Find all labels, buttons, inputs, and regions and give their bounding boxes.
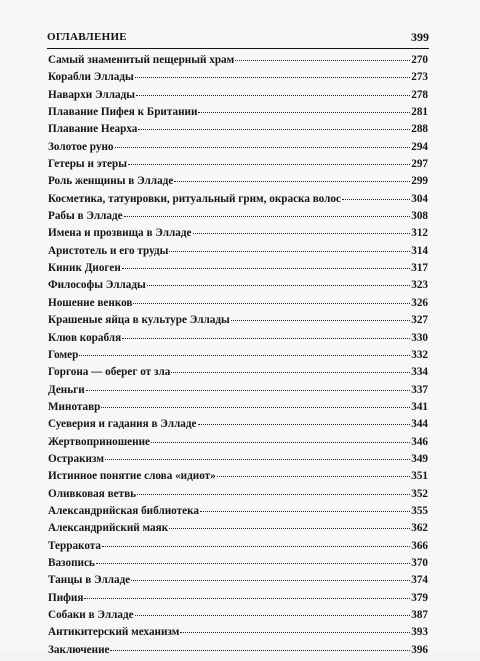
toc-entry-page: 288 [411, 123, 428, 136]
toc-entry [48, 89, 428, 106]
toc-entry-title: Рабы в Элладе [48, 210, 123, 223]
toc-entry-page: 273 [411, 71, 428, 84]
toc-entry [48, 175, 428, 192]
toc-entry [48, 262, 428, 279]
toc-entry-title: Истинное понятие слова «идиот» [48, 470, 216, 483]
toc-entry-page: 366 [411, 539, 428, 552]
toc-entry-title: Антикитерский механизм [48, 626, 180, 639]
dot-leader [151, 442, 410, 443]
toc-entry-page: 314 [411, 244, 428, 257]
toc-entry-title: Имена и прозвища в Элладе [48, 227, 192, 240]
toc-entry [48, 279, 428, 296]
toc-entry-page: 352 [411, 487, 428, 500]
toc-entry [48, 557, 428, 574]
dot-leader [235, 60, 410, 61]
toc-entry [48, 574, 428, 591]
toc-entry [48, 158, 428, 175]
dot-leader [171, 372, 410, 373]
dot-leader [137, 494, 410, 495]
toc-entry [48, 54, 428, 71]
toc-entry-page: 344 [411, 418, 428, 431]
dot-leader [231, 320, 410, 321]
toc-entry-page: 278 [411, 88, 428, 101]
running-header [47, 30, 429, 48]
toc-entry-page: 374 [411, 574, 428, 587]
dot-leader [84, 598, 410, 599]
toc-entry [48, 349, 428, 366]
toc-entry [48, 609, 428, 626]
toc-entry-title: Киник Диоген [48, 262, 121, 275]
dot-leader [122, 338, 410, 339]
toc-entry [48, 141, 428, 158]
dot-leader [147, 285, 410, 286]
dot-leader [169, 251, 410, 252]
dot-leader [133, 303, 410, 304]
dot-leader [198, 112, 410, 113]
toc-entry [48, 123, 428, 140]
toc-entry-title: Горгона — оберег от зла [48, 366, 171, 379]
toc-entry-title: Деньги [48, 383, 85, 396]
toc-entry-title: Гомер [48, 348, 79, 361]
toc-entry-title: Плавание Неарха [48, 123, 138, 136]
toc-entry-title: Александрийская библиотека [48, 504, 199, 517]
toc-entry-page: 317 [411, 262, 428, 275]
dot-leader [79, 355, 410, 356]
toc-entry-page: 387 [411, 609, 428, 621]
dot-leader [122, 268, 410, 269]
toc-entry [48, 401, 428, 418]
dot-leader [217, 476, 410, 477]
toc-entry [48, 106, 428, 123]
toc-entry-page: 281 [411, 106, 428, 119]
toc-entry-page: 351 [411, 470, 428, 483]
toc-entry [48, 245, 428, 262]
dot-leader [96, 563, 410, 564]
toc-entry-page: 349 [411, 452, 428, 465]
toc-entry-page: 323 [411, 279, 428, 292]
toc-entry-page: 332 [411, 348, 428, 361]
toc-entry-title: Жертвоприношение [48, 435, 151, 448]
toc-entry-page: 341 [411, 400, 428, 413]
dot-leader [131, 580, 410, 581]
toc-entry-title: Заключение [48, 643, 110, 656]
toc-entry-page: 270 [411, 54, 428, 66]
toc-entry [48, 418, 428, 435]
toc-entry-title: Плавание Пифея к Британии [48, 106, 198, 119]
dot-leader [138, 129, 410, 130]
toc-entry-title: Роль женщины в Элладе [48, 175, 174, 188]
dot-leader [342, 199, 410, 200]
dot-leader [180, 632, 410, 633]
dot-leader [86, 390, 411, 391]
toc-entry-title: Клюв корабля [48, 331, 122, 344]
toc-entry-page: 396 [411, 643, 428, 656]
toc-entry-page: 299 [411, 175, 428, 188]
toc-entry [48, 470, 428, 487]
toc-entry-title: Косметика, татуировки, ритуальный грим, окраска волос [48, 192, 341, 205]
toc-entry-page: 304 [411, 192, 428, 205]
toc-entry [48, 314, 428, 331]
dot-leader [128, 164, 410, 165]
toc-entry-page: 393 [411, 626, 428, 639]
dot-leader [200, 511, 410, 512]
toc-entry-title: Гетеры и этеры [48, 158, 127, 171]
toc-entry [48, 644, 428, 661]
toc-entry-title: Суеверия и гадания в Элладе [48, 418, 197, 431]
toc-entry-page: 346 [411, 435, 428, 448]
toc-entry [48, 193, 428, 210]
toc-entry-title: Корабли Эллады [48, 71, 134, 84]
toc-entry [48, 592, 428, 609]
dot-leader [198, 424, 411, 425]
dot-leader [136, 95, 410, 96]
toc-entry-title: Минотавр [48, 400, 101, 413]
toc-entry [48, 71, 428, 88]
page-number: 399 [411, 30, 429, 44]
toc-entry-title: Собаки в Элладе [48, 609, 134, 621]
toc-entry-title: Самый знаменитый пещерный храм [48, 54, 235, 66]
toc-entry [48, 297, 428, 314]
toc-entry-page: 326 [411, 296, 428, 309]
toc-entry-page: 312 [411, 227, 428, 240]
toc-entry-page: 370 [411, 556, 428, 569]
toc-entry-page: 379 [411, 591, 428, 604]
dot-leader [115, 147, 411, 148]
toc-entry-page: 294 [411, 140, 428, 153]
toc-entry-title: Крашеные яйца в культуре Эллады [48, 314, 230, 327]
dot-leader [193, 233, 411, 234]
toc-entry [48, 540, 428, 557]
toc-entry-page: 327 [411, 314, 428, 327]
toc-entry-title: Остракизм [48, 452, 104, 465]
dot-leader [135, 615, 411, 616]
toc-entry-page: 297 [411, 158, 428, 171]
toc-entry-title: Вазопись [48, 556, 95, 569]
dot-leader [124, 216, 411, 217]
toc-entry-page: 337 [411, 383, 428, 396]
table-of-contents [48, 54, 428, 661]
toc-entry-title: Золотое руно [48, 140, 114, 153]
toc-entry-title: Александрийский маяк [48, 522, 169, 535]
header-rule [47, 48, 429, 49]
toc-entry-page: 334 [411, 366, 428, 379]
toc-entry [48, 626, 428, 643]
toc-entry-title: Танцы в Элладе [48, 574, 131, 587]
dot-leader [101, 407, 410, 408]
dot-leader [174, 181, 410, 182]
toc-entry-title: Оливковая ветвь [48, 487, 137, 500]
toc-entry-page: 330 [411, 331, 428, 344]
toc-entry [48, 522, 428, 539]
toc-entry [48, 505, 428, 522]
dot-leader [135, 77, 410, 78]
toc-entry-title: Аристотель и его труды [48, 244, 169, 257]
section-title: ОГЛАВЛЕНИЕ [47, 31, 127, 43]
toc-entry-title: Пифия [48, 591, 84, 604]
toc-entry [48, 210, 428, 227]
toc-entry [48, 488, 428, 505]
toc-entry-title: Ношение венков [48, 296, 133, 309]
dot-leader [169, 528, 410, 529]
toc-entry-page: 362 [411, 522, 428, 535]
toc-entry-title: Терракота [48, 539, 102, 552]
toc-entry [48, 366, 428, 383]
toc-entry-title: Философы Эллады [48, 279, 146, 292]
dot-leader [105, 459, 410, 460]
toc-entry-page: 355 [411, 504, 428, 517]
toc-entry [48, 436, 428, 453]
toc-entry-page: 308 [411, 210, 428, 223]
toc-entry [48, 384, 428, 401]
toc-entry [48, 227, 428, 244]
toc-entry [48, 453, 428, 470]
toc-entry-title: Навархи Эллады [48, 88, 135, 101]
toc-entry [48, 332, 428, 349]
dot-leader [102, 546, 410, 547]
